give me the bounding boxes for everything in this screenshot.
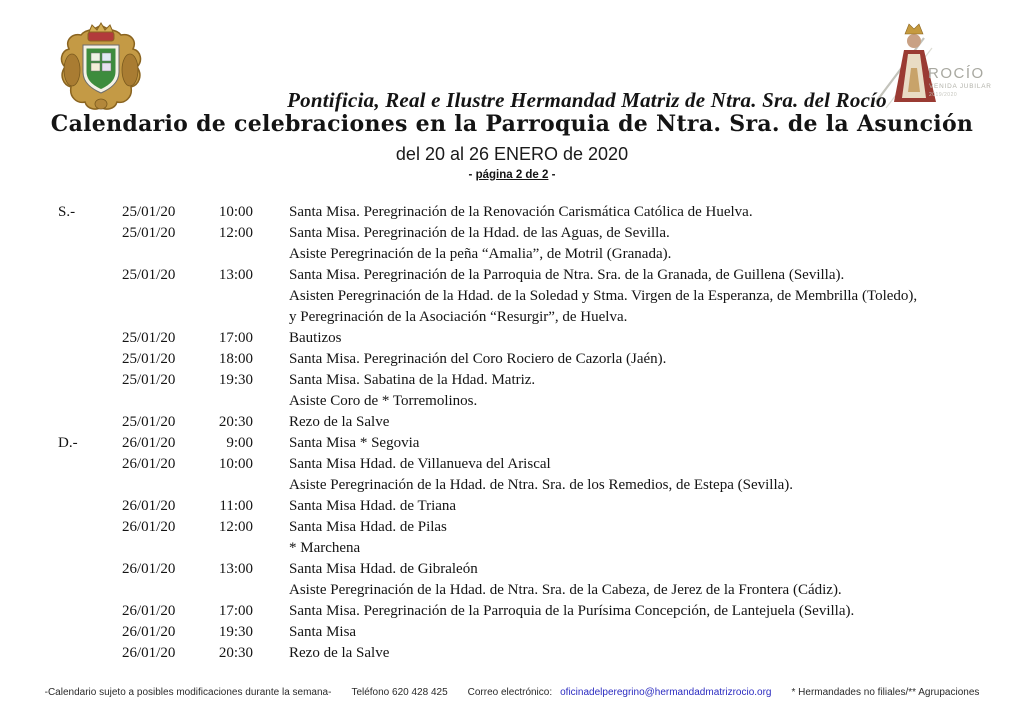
schedule-row	[0, 559, 1024, 580]
date-cell: 25/01/20	[122, 351, 176, 367]
day-cell	[58, 286, 122, 307]
description-cell: Santa Misa. Peregrinación de la Parroquia de Ntra. Sra. de la Granada, de Guillena (Sevilla).	[289, 267, 845, 283]
date-cell: 26/01/20	[122, 435, 176, 451]
time-cell: 12:00	[218, 519, 253, 535]
schedule-row	[0, 412, 1024, 433]
date-cell: 26/01/20	[122, 561, 176, 577]
description-cell: Santa Misa. Peregrinación del Coro Rociero de Cazorla (Jaén).	[289, 351, 667, 367]
time-cell: 13:00	[218, 267, 253, 283]
email-link[interactable]: oficinadelperegrino@hermandadmatrizrocio.org	[560, 687, 772, 698]
time-cell: 10:00	[218, 204, 253, 220]
page-title: Calendario de celebraciones en la Parroquia de Ntra. Sra. de la Asunción	[50, 111, 974, 137]
date-cell: 25/01/20	[122, 414, 176, 430]
day-cell	[58, 328, 122, 349]
day-cell	[58, 559, 122, 580]
date-cell: 25/01/20	[122, 372, 176, 388]
date-cell: 26/01/20	[122, 498, 176, 514]
time-cell	[215, 475, 253, 496]
description-cell: y Peregrinación de la Asociación “Resurgir”, de Huelva.	[289, 309, 628, 325]
schedule-row	[0, 538, 1024, 559]
time-cell: 17:00	[218, 603, 253, 619]
schedule-row	[0, 643, 1024, 664]
schedule-row	[0, 454, 1024, 475]
page-label-prefix: -	[468, 169, 476, 181]
date-cell: 26/01/20	[122, 624, 176, 640]
time-cell: 12:00	[218, 225, 253, 241]
date-cell: 25/01/20	[122, 330, 176, 346]
description-cell: * Marchena	[289, 540, 361, 556]
date-cell	[122, 580, 215, 601]
description-cell: Asiste Peregrinación de la Hdad. de Ntra. Sra. de la Cabeza, de Jerez de la Frontera (Cádiz).	[289, 582, 842, 598]
schedule-row	[0, 370, 1024, 391]
day-cell	[58, 265, 122, 286]
day-cell	[58, 496, 122, 517]
time-cell: 9:00	[226, 435, 253, 451]
description-cell: Santa Misa. Peregrinación de la Parroquia de la Purísima Concepción, de Lantejuela (Sevilla).	[289, 603, 855, 619]
schedule-row	[0, 349, 1024, 370]
schedule-row	[0, 202, 1024, 223]
time-cell	[215, 286, 253, 307]
time-cell: 20:30	[218, 645, 253, 661]
day-cell	[58, 223, 122, 244]
day-cell	[58, 622, 122, 643]
time-cell: 20:30	[218, 414, 253, 430]
footer-note: -Calendario sujeto a posibles modificaciones durante la semana-	[44, 687, 332, 698]
page-label-text: página 2 de 2	[475, 169, 549, 181]
logo-venida-jubilar-text: VENIDA JUBILAR	[929, 83, 992, 90]
description-cell: Rezo de la Salve	[289, 645, 390, 661]
time-cell: 13:00	[218, 561, 253, 577]
schedule-row	[0, 433, 1024, 454]
footnote-legend: * Hermandades no filiales/** Agrupaciones	[791, 687, 980, 698]
schedule-row	[0, 328, 1024, 349]
schedule-row	[0, 517, 1024, 538]
schedule-row	[0, 265, 1024, 286]
schedule-row	[0, 475, 1024, 496]
time-cell: 11:00	[219, 498, 253, 514]
date-cell: 25/01/20	[122, 267, 176, 283]
date-cell	[122, 538, 215, 559]
time-cell: 19:30	[218, 624, 253, 640]
schedule-row	[0, 286, 1024, 307]
schedule-row	[0, 223, 1024, 244]
time-cell: 17:00	[218, 330, 253, 346]
schedule-row	[0, 244, 1024, 265]
day-cell: S.-	[58, 204, 76, 220]
date-cell	[122, 475, 215, 496]
date-range-subtitle: del 20 al 26 ENERO de 2020	[395, 144, 629, 164]
day-cell: D.-	[58, 435, 78, 451]
time-cell	[215, 307, 253, 328]
day-cell	[58, 538, 122, 559]
description-cell: Bautizos	[289, 330, 342, 346]
day-cell	[58, 643, 122, 664]
time-cell	[215, 244, 253, 265]
schedule-table	[0, 202, 1024, 664]
org-title: Pontificia, Real e Ilustre Hermandad Matriz de Ntra. Sra. del Rocío	[287, 88, 887, 112]
schedule-row	[0, 580, 1024, 601]
description-cell: Santa Misa Hdad. de Villanueva del Ariscal	[289, 456, 551, 472]
date-cell: 26/01/20	[122, 645, 176, 661]
description-cell: Santa Misa. Sabatina de la Hdad. Matriz.	[289, 372, 536, 388]
date-cell: 25/01/20	[122, 225, 176, 241]
day-cell	[58, 454, 122, 475]
description-cell: Rezo de la Salve	[289, 414, 390, 430]
day-cell	[58, 307, 122, 328]
date-cell	[122, 286, 215, 307]
schedule-row	[0, 601, 1024, 622]
description-cell: Asiste Peregrinación de la Hdad. de Ntra. Sra. de los Remedios, de Estepa (Sevilla).	[289, 477, 794, 493]
day-cell	[58, 475, 122, 496]
day-cell	[58, 601, 122, 622]
day-cell	[58, 349, 122, 370]
time-cell	[215, 538, 253, 559]
time-cell: 18:00	[218, 351, 253, 367]
footer-phone: Teléfono 620 428 425	[351, 687, 448, 698]
time-cell	[215, 580, 253, 601]
email-label: Correo electrónico:	[467, 687, 553, 698]
day-cell	[58, 412, 122, 433]
description-cell: Santa Misa * Segovia	[289, 435, 420, 451]
day-cell	[58, 517, 122, 538]
description-cell: Asisten Peregrinación de la Hdad. de la Soledad y Stma. Virgen de la Esperanza, de Membrilla (Toledo),	[289, 288, 918, 304]
schedule-row	[0, 622, 1024, 643]
schedule-row	[0, 391, 1024, 412]
description-cell: Santa Misa Hdad. de Pilas	[289, 519, 447, 535]
description-cell: Santa Misa Hdad. de Triana	[289, 498, 457, 514]
date-cell	[122, 244, 215, 265]
logo-year-text: 2019/2020	[929, 92, 958, 98]
time-cell: 19:30	[218, 372, 253, 388]
date-cell: 26/01/20	[122, 603, 176, 619]
schedule-row	[0, 496, 1024, 517]
date-cell: 26/01/20	[122, 456, 176, 472]
footer	[0, 687, 1024, 698]
description-cell: Santa Misa	[289, 624, 357, 640]
description-cell: Santa Misa Hdad. de Gibraleón	[289, 561, 478, 577]
time-cell	[215, 391, 253, 412]
date-cell	[122, 391, 215, 412]
description-cell: Asiste Peregrinación de la peña “Amalia”, de Motril (Granada).	[289, 246, 672, 262]
day-cell	[58, 391, 122, 412]
day-cell	[58, 244, 122, 265]
description-cell: Asiste Coro de * Torremolinos.	[289, 393, 478, 409]
day-cell	[58, 370, 122, 391]
page-label-suffix: -	[548, 169, 556, 181]
date-cell: 25/01/20	[122, 204, 176, 220]
date-cell: 26/01/20	[122, 519, 176, 535]
footer-email-group	[468, 687, 772, 698]
description-cell: Santa Misa. Peregrinación de la Hdad. de las Aguas, de Sevilla.	[289, 225, 670, 241]
day-cell	[58, 580, 122, 601]
description-cell: Santa Misa. Peregrinación de la Renovación Carismática Católica de Huelva.	[289, 204, 753, 220]
schedule-row	[0, 307, 1024, 328]
time-cell: 10:00	[218, 456, 253, 472]
logo-rocio-text: ROCÍO	[928, 65, 985, 82]
page-number-label	[0, 169, 1024, 181]
date-cell	[122, 307, 215, 328]
